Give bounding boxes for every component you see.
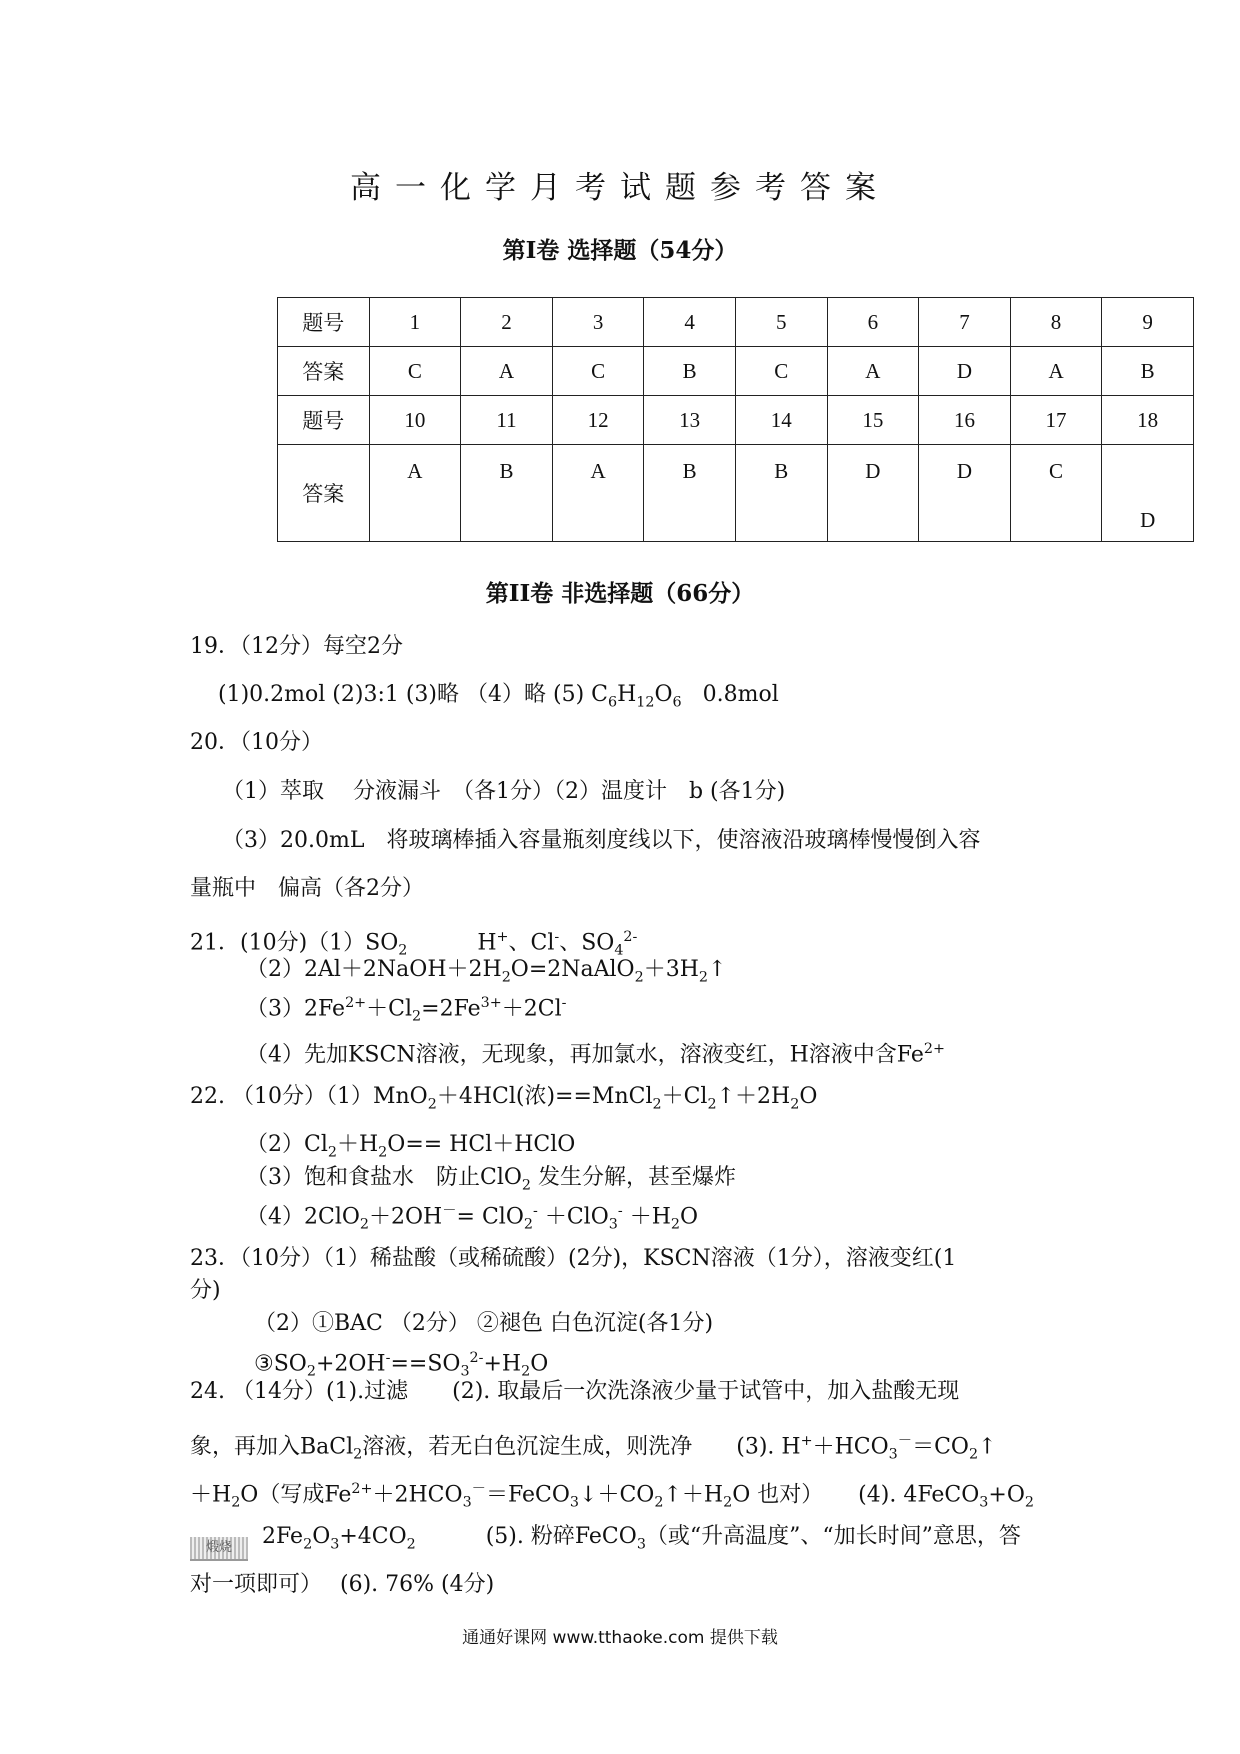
q21-answer-2-text: （2）2Al＋2NaOH＋2H <box>246 957 502 982</box>
table-cell: A <box>827 347 919 396</box>
table-cell: 14 <box>735 396 827 445</box>
table-cell: 17 <box>1010 396 1102 445</box>
table-cell: D <box>827 445 919 542</box>
footer-source: 通通好课网 www.tthaoke.com 提供下载 <box>462 1628 778 1648</box>
q22-answer-3-text: （3）饱和食盐水 防止ClO <box>246 1165 522 1190</box>
table-cell: 16 <box>919 396 1011 445</box>
q19-answer-mol: 0.8mol <box>702 682 779 707</box>
q22-answer-4-text: （4）2ClO <box>246 1204 360 1230</box>
q22-heading: 22. （10分）（1）MnO$_2$＋4HCl(浓)$==MnCl_2+Cl_2↑+2H_2O$ <box>190 1084 818 1113</box>
q21-ions: H <box>477 930 497 956</box>
table-cell: A <box>552 445 644 542</box>
q19-answer-text: (1)0.2mol (2)3:1 (3)略 （4）略 (5) C <box>218 682 608 707</box>
q19-answer: (1)0.2mol (2)3:1 (3)略 （4）略 (5) $C_6H_{12}O_6$ 0.8mol <box>218 682 779 711</box>
page-title: 高一化学月考试题参考答案 <box>350 170 890 206</box>
q20-answer-1: （1）萃取 分液漏斗 （各1分）（2）温度计 b (各1分) <box>222 779 786 804</box>
q24-answer-4: $2Fe_2O_3+4CO_2$ (5). 粉碎FeCO$_3$（或“升高温度”、“加长时间”意思，答 <box>262 1524 1021 1553</box>
table-cell: 5 <box>735 298 827 347</box>
q21-answer-2: $(2)2Al+2NaOH+2H_2O=2NaAlO_2+3H_2↑$ <box>246 957 727 986</box>
table-cell: B <box>644 445 736 542</box>
table-cell: 15 <box>827 396 919 445</box>
table-cell: 13 <box>644 396 736 445</box>
answer-table <box>277 297 1194 542</box>
table-row <box>278 396 1194 445</box>
section-1-heading: 第I卷 选择题（54分） <box>502 237 738 264</box>
q21-answer-4: （4）先加KSCN溶液，无现象，再加氯水，溶液变红，H溶液中含$Fe^{2+}$ <box>246 1041 945 1068</box>
table-cell: D <box>919 445 1011 542</box>
q23-answer-2: （2）①BAC （2分） ②褪色 白色沉淀(各1分) <box>254 1311 714 1336</box>
table-cell: 12 <box>552 396 644 445</box>
table-cell: 7 <box>919 298 1011 347</box>
table-cell: 答案 <box>278 347 370 396</box>
q21-heading: 21．(10分)$(1)SO_2$ H+、Cl-、$SO_4^{2-}$ <box>190 929 638 959</box>
table-cell: A <box>461 347 553 396</box>
q20-answer-2: （3）20.0mL 将玻璃棒插入容量瓶刻度线以下，使溶液沿玻璃棒慢慢倒入容 <box>222 828 981 853</box>
q23-answer-3-text: ③SO <box>254 1351 307 1377</box>
table-cell: B <box>644 347 736 396</box>
table-cell: 9 <box>1102 298 1194 347</box>
table-cell: 4 <box>644 298 736 347</box>
table-cell: C <box>552 347 644 396</box>
table-cell: 题号 <box>278 298 370 347</box>
q23-answer-3: $③SO_2+2OH^-==SO_3^{2-}+H_2O$ <box>254 1350 549 1380</box>
q24-answer-5: 对一项即可） (6). 76% (4分) <box>190 1572 495 1597</box>
q24-answer-1: 24. （14分）(1).过滤 (2). 取最后一次洗涤液少量于试管中，加入盐酸无现 <box>190 1379 960 1404</box>
q21-answer-3-text: （3）2Fe <box>246 996 346 1022</box>
table-cell: A <box>369 445 461 542</box>
table-cell: 11 <box>461 396 553 445</box>
q24-answer-2-text: 象，再加入BaCl <box>190 1434 354 1460</box>
table-cell: B <box>461 445 553 542</box>
q24-answer-4-text: 2Fe <box>262 1524 304 1549</box>
q21-answer-4-text: （4）先加KSCN溶液，无现象，再加氯水，溶液变红，H溶液中含Fe <box>246 1042 924 1068</box>
table-cell: 6 <box>827 298 919 347</box>
q23-answer-1b: 分) <box>190 1278 221 1303</box>
table-cell: C <box>1010 445 1102 542</box>
table-cell: C <box>369 347 461 396</box>
table-row <box>278 298 1194 347</box>
q20-answer-3: 量瓶中 偏高（各2分） <box>190 876 424 901</box>
q22-answer-3: （3）饱和食盐水 防止ClO$_2$ 发生分解，甚至爆炸 <box>246 1165 737 1194</box>
table-cell: C <box>735 347 827 396</box>
section-2-heading: 第II卷 非选择题（66分） <box>485 580 755 607</box>
table-cell: 题号 <box>278 396 370 445</box>
table-cell: 3 <box>552 298 644 347</box>
table-cell: B <box>735 445 827 542</box>
table-row <box>278 347 1194 396</box>
table-cell: 18 <box>1102 396 1194 445</box>
q24-answer-3: $+H_2O$（写成$Fe^{2+}+2HCO_3^-=FeCO_3↓+CO_2↑+H_2O$ 也对） (4). $4FeCO_3+O_2$ <box>190 1481 1034 1511</box>
table-cell: 10 <box>369 396 461 445</box>
table-cell: 1 <box>369 298 461 347</box>
q22-answer-2-text: （2）Cl <box>246 1132 328 1157</box>
q22-answer-3-tail: 发生分解，甚至爆炸 <box>531 1165 737 1190</box>
table-cell: 8 <box>1010 298 1102 347</box>
q20-heading: 20．（10分） <box>190 730 323 755</box>
q24-answer-4c: （或“升高温度”、“加长时间”意思，答 <box>645 1524 1021 1549</box>
q24-answer-4b: (5). 粉碎FeCO <box>485 1524 637 1549</box>
q22-answer-2: $(2)Cl_2+H_2O==$ HCl＋HClO <box>246 1132 576 1161</box>
table-cell: 答案 <box>278 445 370 542</box>
table-cell: D <box>1102 445 1194 542</box>
table-cell: 2 <box>461 298 553 347</box>
q21-heading-text: 21．(10分)（1）SO <box>190 930 399 956</box>
q23-answer-1: 23．（10分）（1）稀盐酸（或稀硫酸）(2分)，KSCN溶液（1分），溶液变红(1 <box>190 1246 957 1271</box>
table-cell: D <box>919 347 1011 396</box>
q21-answer-3: $(3)2Fe^{2+}+Cl_2=2Fe^{3+}+2Cl^-$ <box>246 995 567 1025</box>
table-cell: A <box>1010 347 1102 396</box>
q24-answer-3-text: ＋H <box>190 1482 232 1508</box>
table-row <box>278 445 1194 542</box>
q24-answer-2-tail: 溶液，若无白色沉淀生成，则洗净 (3). H <box>362 1434 801 1460</box>
calcination-condition-image: 煅烧 <box>190 1537 248 1561</box>
q24-answer-2: 象，再加入BaCl$_2$溶液，若无白色沉淀生成，则洗净 (3). $H^++HCO_3^-=CO_2↑$ <box>190 1433 997 1463</box>
q22-heading-text: 22. （10分）（1）MnO <box>190 1084 428 1109</box>
q22-answer-4: $(4)2ClO_2+2OH^-= ClO_2^- +ClO_3^- +H_2O$ <box>246 1203 699 1233</box>
q19-heading: 19．（12分）每空2分 <box>190 634 403 659</box>
table-cell: B <box>1102 347 1194 396</box>
